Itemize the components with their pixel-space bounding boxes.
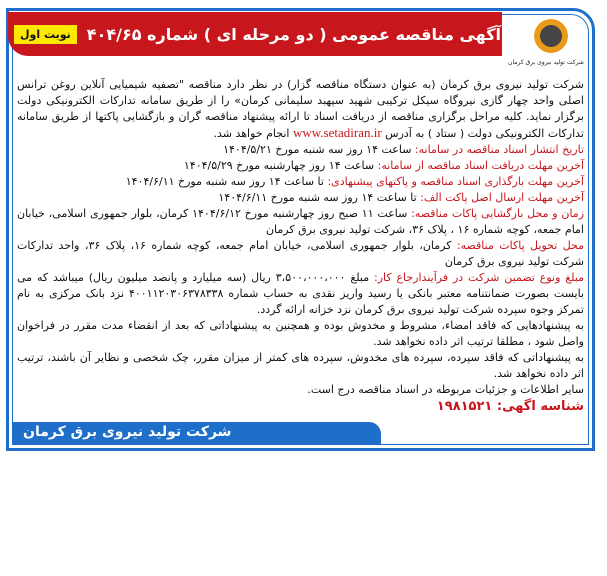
item-delivery-place: محل تحویل پاکات مناقصه: کرمان، بلوار جمهوری اسلامی، خیابان امام جمعه، کوچه شماره ۱۶، پلاک ۳۶، واحد تدارکات شرکت تولید نیروی برق کرمان	[17, 239, 585, 268]
setadiran-link[interactable]: www.setadiran.ir	[292, 125, 382, 140]
footer-company-tab	[13, 422, 381, 444]
item-receive-deadline: آخرین مهلت دریافت اسناد مناقصه از سامانه: ساعت ۱۴ روز چهارشنبه مورخ ۱۴۰۴/۵/۲۹	[183, 159, 584, 172]
item-guarantee: مبلغ ونوع تضمین شرکت در فرآیندارجاع کار: مبلغ ۳،۵۰۰،۰۰۰،۰۰۰ ریال (سه میلیارد و پانصد میلیون ریال) میباشد که می بایست بصورت ضمانتنامه معتبر بانکی یا رسید واریز نقدی به حساب شماره ۴۰۰۱۱۲۰۳۰۶۳۷۸۳۳۸ نزد بانک مرکزی به نام تمرکز وجوه سپرده شرکت تولید نیروی برق کرمان نزد خزانه ارائه گردد.	[17, 271, 584, 316]
note: سایر اطلاعات و جزئیات مربوطه در اسناد مناقصه درج است.	[307, 383, 584, 396]
ad-frame	[6, 8, 595, 451]
footer-company-name: شرکت تولید نیروی برق کرمان	[23, 424, 232, 440]
note: به پیشنهادهایی که فاقد امضاء، مشروط و مخدوش بوده و همچنین به پیشنهاداتی که بعد از انقضاء مدت مقرر در فراخوان واصل شود ، مطلقا ترتیب اثر داده نخواهد شد.	[17, 319, 584, 348]
item-publish-date: تاریخ انتشار اسناد مناقصه در سامانه: ساعت ۱۴ روز سه شنبه مورخ ۱۴۰۴/۵/۲۱	[223, 143, 584, 156]
header-banner	[8, 12, 502, 56]
item-upload-deadline: آخرین مهلت بارگذاری اسناد مناقصه و پاکتهای پیشنهادی: تا ساعت ۱۴ روز سه شنبه مورخ ۱۴۰۴/۶/۱۱	[125, 175, 584, 188]
ad-body	[13, 77, 588, 422]
item-opening-time-place: زمان و محل بازگشایی پاکات مناقصه: ساعت ۱۱ صبح روز چهارشنبه مورخ ۱۴۰۴/۶/۱۲ کرمان، بلوار جمهوری اسلامی، خیابان امام جمعه، کوچه شماره ۱۶ ، پلاک ۳۶، شرکت تولید نیروی برق کرمان	[17, 207, 585, 236]
company-logo-icon	[534, 19, 568, 53]
logo-caption: شرکت تولید نیروی برق کرمان	[508, 59, 584, 66]
ad-title: آگهی مناقصه عمومی ( دو مرحله ای ) شماره ۴۰۴/۶۵	[86, 24, 501, 44]
intro-paragraph: شرکت تولید نیروی برق کرمان (به عنوان دستگاه مناقصه گزار) در نظر دارد مناقصه "تصفیه شیمیایی آنلاین روغن ترانس اصلی واحد چهار گازی نیروگاه سیکل ترکیبی شهید سپهبد سلیمانی کرمان» را از طریق سامانه تدارکات الکترونیکی دولت برگزار نماید. کلیه مراحل برگزاری مناقصه از دریافت اسناد تا ارائه پیشنهاد مناقصه گران و بازگشایی پاکتها از طریق سامانه تدارکات الکترونیکی دولت ( ستاد ) به آدرس www.setadiran.ir انجام خواهد شد.	[17, 78, 584, 140]
note: به پیشنهاداتی که فاقد سپرده، سپرده های مخدوش، سپرده های کمتر از میزان مقرر، چک شخصی و نظایر آن باشند، ترتیب اثر داده نخواهد شد.	[17, 351, 584, 380]
ad-top	[13, 15, 588, 77]
edition-badge: نوبت اول	[14, 25, 77, 44]
item-envelope-a-deadline: آخرین مهلت ارسال اصل پاکت الف: تا ساعت ۱۴ روز سه شنبه مورخ ۱۴۰۴/۶/۱۱	[218, 191, 584, 204]
ad-id: شناسه اگهی: ۱۹۸۱۵۲۱	[436, 399, 584, 414]
